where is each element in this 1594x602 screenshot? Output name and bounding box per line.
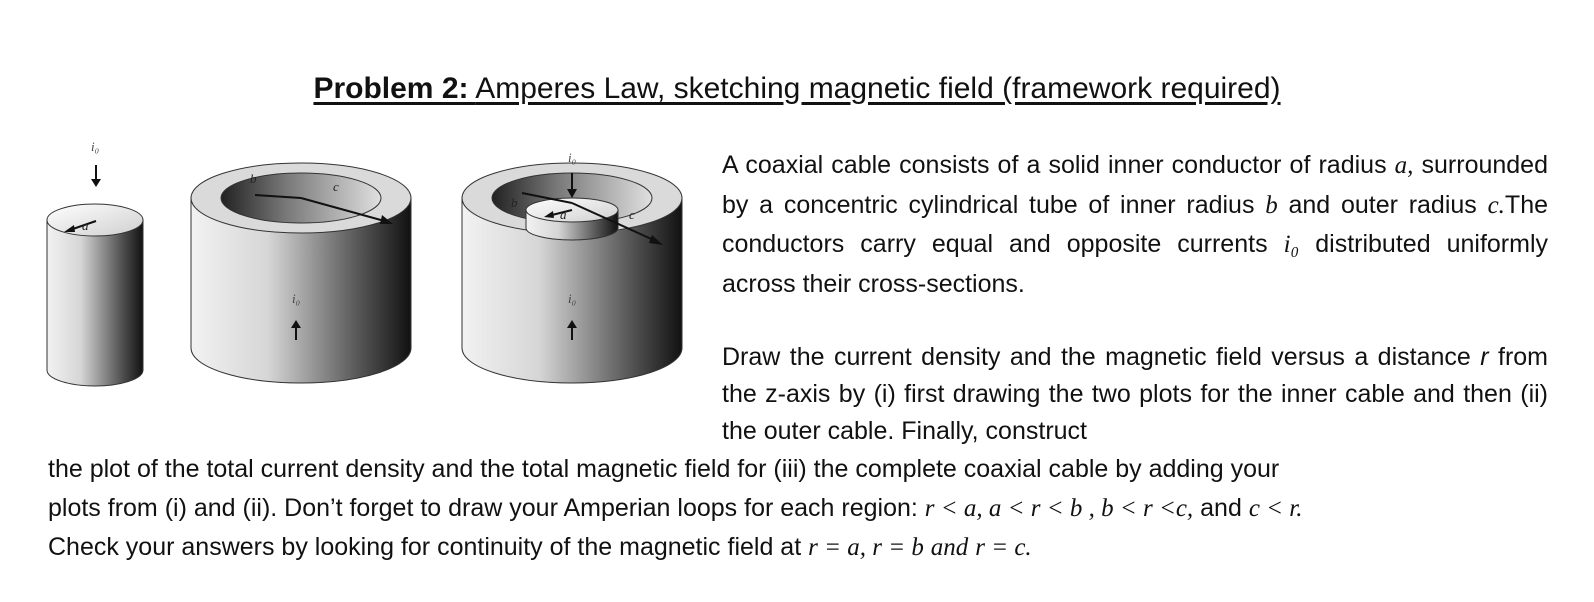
- continuity-text: Check your answers by looking for continuity of the magnetic field at: [48, 533, 802, 561]
- description-text-4: The conductors carry equal and opposite currents: [722, 190, 1549, 258]
- current-label-coax-top: i₀: [568, 150, 577, 165]
- instructions-line-2: [48, 489, 1548, 529]
- description-text-2: surrounded by a concentric cylindrical tube of inner radius: [722, 151, 1548, 219]
- problem-number: Problem 2:: [313, 72, 469, 105]
- regions-math: r < a, a < r < b , b < r <c,: [924, 494, 1194, 522]
- symbol-r: r: [1480, 343, 1489, 371]
- symbol-b: b: [1265, 191, 1278, 219]
- symbol-i0: i₀: [1283, 231, 1300, 258]
- coaxial-cable-figure: [30, 135, 700, 400]
- label-a: a: [82, 218, 89, 233]
- label-b-tube: b: [250, 171, 257, 186]
- coaxial-assembly-drawing: [462, 150, 682, 383]
- current-label-inner: i₀: [91, 139, 100, 154]
- label-b-coax: b: [511, 195, 518, 210]
- task-instructions: [722, 339, 1548, 450]
- symbol-a: a,: [1394, 152, 1414, 179]
- current-label-tube: i₀: [292, 291, 301, 306]
- and-text-1: and: [1200, 493, 1242, 522]
- amperian-loops-text: plots from (i) and (ii). Don’t forget to draw your Amperian loops for each region:: [48, 493, 918, 522]
- problem-title: [0, 72, 1594, 106]
- instructions-line-1: the plot of the total current density and the total magnetic field for (iii) the complete coaxial cable by adding your: [48, 455, 1280, 483]
- instructions-text-2: from the z-axis by (i) first drawing the two plots for the inner cable and then (ii) the outer cable. Finally, construct: [722, 343, 1548, 445]
- label-c-tube: c: [333, 179, 339, 194]
- description-text-3: and outer radius: [1288, 190, 1477, 219]
- continuity-math-1: r = a, r = b: [808, 534, 924, 561]
- continuity-math-2: r = c.: [975, 534, 1032, 561]
- last-region-math: c < r.: [1248, 494, 1303, 522]
- outer-tube-drawing: [191, 163, 411, 383]
- label-a-coax: a: [560, 207, 567, 222]
- inner-conductor-drawing: [47, 139, 143, 386]
- instructions-line-3: [48, 528, 1548, 568]
- problem-description: [722, 146, 1548, 303]
- instructions-text-1: Draw the current density and the magnetic field versus a distance: [722, 343, 1471, 371]
- description-text-1: A coaxial cable consists of a solid inner conductor of radius: [722, 151, 1387, 179]
- label-c-coax: c: [629, 207, 635, 222]
- symbol-c: c.: [1487, 191, 1505, 219]
- description-text-5: distributed uniformly across their cross-sections.: [722, 230, 1549, 298]
- task-instructions-continued: [48, 450, 1548, 568]
- problem-topic: Amperes Law, sketching magnetic field (framework required): [475, 72, 1281, 105]
- and-text-2: and: [930, 534, 969, 561]
- current-label-coax-side: i₀: [568, 291, 577, 306]
